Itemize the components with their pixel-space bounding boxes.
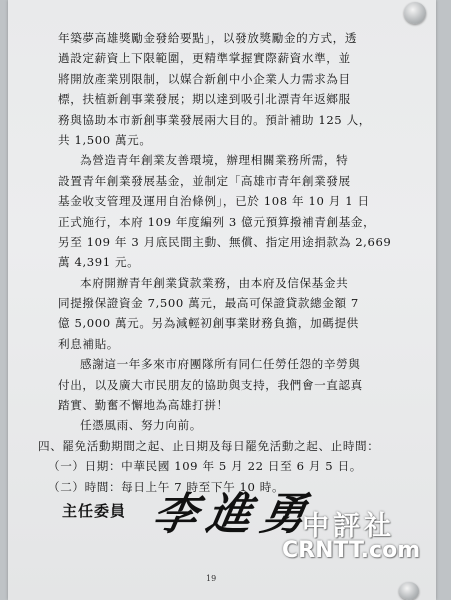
notice-body: [38, 28, 398, 497]
time-item: （二）時間：每日上午 7 時至下午 10 時。: [48, 479, 285, 494]
body-line: 年築夢高雄獎勵金發給要點」，以發放獎勵金的方式，透: [58, 31, 358, 45]
body-line: 付出，以及廣大市民朋友的協助與支持，我們會一直認真: [58, 377, 363, 392]
body-line: 萬 4,391 元。: [58, 255, 140, 270]
body-line: 過設定薪資上下限範圍，更精準掌握實際薪資水準，並: [58, 51, 351, 66]
body-line: 同提撥保證資金 7,500 萬元，最高可保證貸款總金額 7: [58, 296, 359, 311]
body-line: 正式施行，本府 109 年度編列 3 億元預算撥補青創基金，: [58, 214, 376, 229]
body-line: 將開放產業別限制，以媒合新創中小企業人力需求為目: [58, 71, 351, 86]
body-line: 務與協助本市新創事業發展兩大目的。預計補助 125 人，: [58, 112, 371, 127]
body-line: 踏實、勤奮不懈地為高雄打拼！: [58, 398, 229, 413]
body-line: 另至 109 年 3 月底民間主動、無償、指定用途捐款為 2,669: [58, 234, 392, 249]
body-line: 共 1,500 萬元。: [58, 132, 152, 147]
signatory-title: 主任委員: [62, 502, 127, 520]
body-line: 利息補貼。: [58, 336, 119, 351]
body-line: 本府開辦青年創業貸款業務，由本府及信保基金共: [80, 275, 349, 290]
magnet-top-right: [404, 2, 426, 24]
section-heading: 四、罷免活動期間之起、止日期及每日罷免活動之起、止時間：: [38, 438, 380, 453]
body-line: 標，扶植新創事業發展；期以達到吸引北漂青年返鄉服: [58, 92, 351, 107]
body-line: 基金收支管理及運用自治條例」，已於 108 年 10 月 1 日: [58, 194, 370, 209]
body-line: 任憑風雨、努力向前。: [80, 418, 202, 433]
watermark-english: CRNTT.com: [282, 538, 421, 563]
handwritten-signature: 李進勇: [148, 489, 320, 540]
body-line: 設置青年創業發展基金，並制定「高雄市青年創業發展: [58, 173, 351, 188]
magnet-bottom-right: [399, 582, 419, 600]
page-number: 19: [206, 574, 217, 583]
signature-block: [62, 478, 322, 542]
watermark-chinese: 中評社: [302, 511, 395, 542]
date-item: （一）日期：中華民國 109 年 5 月 22 日至 6 月 5 日。: [48, 459, 362, 474]
body-line: 億 5,000 萬元。另為減輕初創事業財務負擔，加碼提供: [58, 316, 359, 331]
body-line: 為營造青年創業友善環境，辦理相關業務所需，特: [80, 153, 349, 168]
body-line: 感謝這一年多來市府團隊所有同仁任勞任怨的辛勞與: [80, 357, 361, 372]
